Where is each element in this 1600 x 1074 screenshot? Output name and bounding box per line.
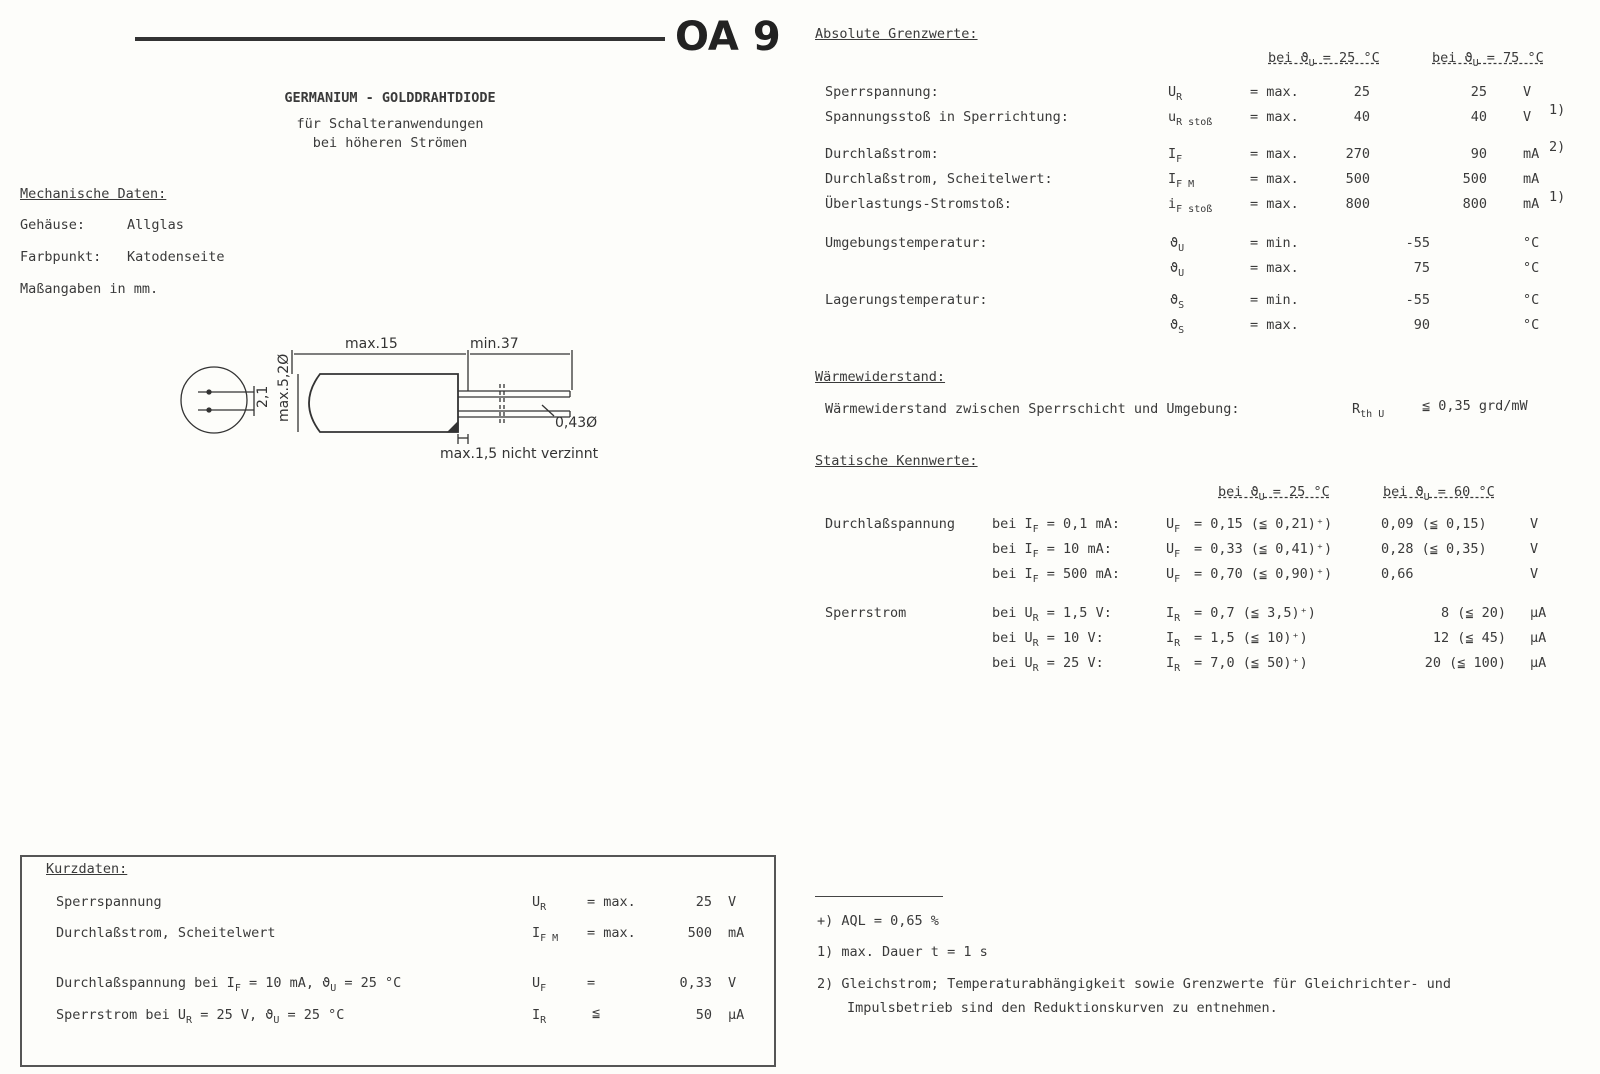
stat-heading: Statische Kennwerte: [815, 453, 978, 469]
stat-f-unit-1: V [1530, 516, 1539, 532]
abs-v2-5: 800 [1462, 196, 1487, 212]
kurz-val-2: 500 [687, 925, 712, 941]
stat-r-cond-1: bei $U_R = 1,5$ V: [992, 605, 1112, 624]
stat-r-unit-1: µA [1530, 605, 1547, 621]
temp-rel-2: = max. [1250, 260, 1299, 276]
waerme-heading: Wärmewiderstand: [815, 369, 946, 385]
footnote-2: 1) max. Dauer t = 1 s [817, 944, 988, 960]
abs-unit-2: V [1523, 109, 1532, 125]
mech-label-dot: Farbpunkt: [20, 249, 102, 265]
stat-r-v2-3: 20 (≦ 100) [1424, 655, 1506, 671]
kurz-unit-4: µA [728, 1007, 745, 1023]
stat-f-cond-1: bei $I_F = 0,1$ mA: [992, 516, 1120, 535]
abs-rel-3: = max. [1250, 146, 1299, 162]
abs-v1-1: 25 [1353, 84, 1370, 100]
waerme-value: ≦ 0,35 grd/mW [1422, 398, 1528, 414]
kurz-rel-4: ≦ [592, 1005, 601, 1021]
abs-v1-4: 500 [1345, 171, 1370, 187]
kurz-rel-2: = max. [587, 925, 636, 941]
abs-v1-3: 270 [1345, 146, 1370, 162]
stat-r-v2-2: 12 (≦ 45) [1432, 630, 1506, 646]
stat-f-v1-1: = 0,15 (≦ 0,21)⁺) [1194, 516, 1333, 532]
mech-value-dot: Katodenseite [127, 249, 225, 265]
abs-unit-4: mA [1523, 171, 1540, 187]
temp-sym-3: $ϑ_S$ [1170, 292, 1185, 311]
subtitle-line-2: für Schalteranwendungen [296, 116, 484, 132]
abs-v1-2: 40 [1353, 109, 1370, 125]
abs-note-3: 2) [1549, 139, 1566, 155]
abs-label-2: Spannungsstoß in Sperrichtung: [825, 109, 1069, 125]
kurz-unit-2: mA [728, 925, 745, 941]
abs-v2-4: 500 [1462, 171, 1487, 187]
stat-f-cond-3: bei $I_F = 500$ mA: [992, 566, 1120, 585]
kurz-label-1: Sperrspannung [56, 894, 162, 910]
waerme-text: Wärmewiderstand zwischen Sperrschicht und Umgebung: [825, 401, 1240, 417]
temp-label-ambient: Umgebungstemperatur: [825, 235, 988, 251]
abs-unit-3: mA [1523, 146, 1540, 162]
kurz-label-4: Sperrstrom bei $U_R = 25$ V, $ϑ_U = 25$ °C [56, 1007, 345, 1026]
temp-sym-2: $ϑ_U$ [1170, 260, 1185, 279]
mech-label-housing: Gehäuse: [20, 217, 86, 233]
mech-value-housing: Allglas [127, 217, 184, 233]
kurz-sym-2: $I_{F M}$ [532, 925, 559, 944]
stat-f-v1-2: = 0,33 (≦ 0,41)⁺) [1194, 541, 1333, 557]
stat-r-v2-1: 8 (≦ 20) [1440, 605, 1506, 621]
stat-f-unit-3: V [1530, 566, 1539, 582]
stat-r-v1-1: = 0,7 (≦ 3,5)⁺) [1194, 605, 1316, 621]
kurz-heading: Kurzdaten: [46, 861, 128, 877]
footnote-3-cont: Impulsbetrieb sind den Reduktionskurven zu entnehmen. [847, 1000, 1278, 1016]
stat-r-cond-3: bei $U_R = 25$ V: [992, 655, 1104, 674]
footnote-1: +) AQL = 0,65 % [817, 913, 939, 929]
abs-unit-1: V [1523, 84, 1532, 100]
kurz-val-4: 50 [695, 1007, 712, 1023]
stat-r-sym-3: $I_R$ [1166, 655, 1181, 674]
subtitle-line-1: GERMANIUM - GOLDDRAHTDIODE [284, 90, 496, 106]
title-rule [135, 37, 665, 41]
abs-rel-1: = max. [1250, 84, 1299, 100]
stat-r-unit-3: µA [1530, 655, 1547, 671]
abs-rel-5: = max. [1250, 196, 1299, 212]
abs-label-3: Durchlaßstrom: [825, 146, 939, 162]
stat-reverse-label: Sperrstrom [825, 605, 907, 621]
kurz-val-1: 25 [695, 894, 712, 910]
abs-sym-3: $I_F$ [1168, 146, 1183, 165]
abs-v2-1: 25 [1470, 84, 1487, 100]
stat-f-cond-2: bei $I_F = 10$ mA: [992, 541, 1112, 560]
dim-body-length: max.15 [345, 336, 398, 352]
temp-sym-4: $ϑ_S$ [1170, 317, 1185, 336]
abs-v2-2: 40 [1470, 109, 1487, 125]
kurz-unit-3: V [728, 975, 737, 991]
stat-col-60: bei $ϑ_U = 60$ °C [1383, 484, 1495, 503]
dim-lead-length: min.37 [470, 336, 519, 352]
stat-f-sym-2: $U_F$ [1166, 541, 1181, 560]
abs-label-1: Sperrspannung: [825, 84, 939, 100]
footnote-rule [815, 896, 943, 897]
abs-sym-1: $U_R$ [1168, 84, 1183, 103]
kurz-label-2: Durchlaßstrom, Scheitelwert [56, 925, 276, 941]
abs-rel-4: = max. [1250, 171, 1299, 187]
glass-body [309, 374, 458, 432]
temp-val-4: 90 [1413, 317, 1430, 333]
temp-unit-4: °C [1523, 317, 1540, 333]
kurz-label-3: Durchlaßspannung bei $I_F = 10$ mA, $ϑ_U = 25$ °C [56, 975, 402, 994]
abs-unit-5: mA [1523, 196, 1540, 212]
temp-rel-4: = max. [1250, 317, 1299, 333]
waerme-sym: $R_{th U}$ [1352, 401, 1385, 420]
abs-col-25: bei $ϑ_U = 25$ °C [1268, 50, 1380, 69]
abs-sym-4: $I_{F M}$ [1168, 171, 1195, 190]
stat-r-v1-2: = 1,5 (≦ 10)⁺) [1194, 630, 1308, 646]
temp-unit-3: °C [1523, 292, 1540, 308]
temp-unit-1: °C [1523, 235, 1540, 251]
abs-label-4: Durchlaßstrom, Scheitelwert: [825, 171, 1053, 187]
temp-unit-2: °C [1523, 260, 1540, 276]
temp-rel-1: = min. [1250, 235, 1299, 251]
stat-r-cond-2: bei $U_R = 10$ V: [992, 630, 1104, 649]
subtitle-line-3: bei höheren Strömen [312, 135, 468, 151]
temp-val-3: -55 [1405, 292, 1430, 308]
temp-val-2: 75 [1413, 260, 1430, 276]
temp-val-1: -55 [1405, 235, 1430, 251]
dim-lead-spacing: 2,1 [255, 385, 271, 408]
stat-forward-label: Durchlaßspannung [825, 516, 956, 532]
abs-label-5: Überlastungs-Stromstoß: [825, 196, 1012, 212]
stat-r-unit-2: µA [1530, 630, 1547, 646]
kurzdaten-box [20, 855, 776, 1067]
temp-sym-1: $ϑ_U$ [1170, 235, 1185, 254]
stat-f-sym-3: $U_F$ [1166, 566, 1181, 585]
kurz-sym-4: $I_R$ [532, 1007, 547, 1026]
abs-sym-2: $u_{R stoß}$ [1168, 109, 1213, 128]
mech-heading: Mechanische Daten: [20, 186, 167, 202]
mech-units-note: Maßangaben in mm. [20, 281, 159, 297]
temp-rel-3: = min. [1250, 292, 1299, 308]
footnote-3: 2) Gleichstrom; Temperaturabhängigkeit sowie Grenzwerte für Gleichrichter- und [817, 976, 1451, 992]
dim-untinned: max.1,5 nicht verzinnt [440, 446, 599, 462]
abs-note-5: 1) [1549, 189, 1566, 205]
kurz-sym-3: $U_F$ [532, 975, 547, 994]
abs-sym-5: $i_{F stoß}$ [1168, 196, 1213, 215]
kurz-rel-1: = max. [587, 894, 636, 910]
stat-col-25: bei $ϑ_U = 25$ °C [1218, 484, 1330, 503]
dim-lead-diameter: 0,43Ø [555, 415, 598, 431]
stat-f-v1-3: = 0,70 (≦ 0,90)⁺) [1194, 566, 1333, 582]
stat-f-unit-2: V [1530, 541, 1539, 557]
kurz-val-3: 0,33 [679, 975, 712, 991]
temp-label-storage: Lagerungstemperatur: [825, 292, 988, 308]
cathode-dot [448, 422, 458, 432]
abs-heading: Absolute Grenzwerte: [815, 26, 978, 42]
dimension-drawing [170, 330, 630, 480]
dim-body-diameter: max.5,2Ø [276, 353, 292, 422]
kurz-sym-1: $U_R$ [532, 894, 547, 913]
stat-f-v2-3: 0,66 [1381, 566, 1414, 582]
stat-r-v1-3: = 7,0 (≦ 50)⁺) [1194, 655, 1308, 671]
abs-rel-2: = max. [1250, 109, 1299, 125]
kurz-rel-3: = [587, 975, 596, 991]
abs-v1-5: 800 [1345, 196, 1370, 212]
stat-f-sym-1: $U_F$ [1166, 516, 1181, 535]
stat-f-v2-2: 0,28 (≦ 0,35) [1381, 541, 1487, 557]
end-view-circle [181, 367, 247, 433]
part-title: OA 9 [675, 14, 781, 60]
abs-note-2: 1) [1549, 102, 1566, 118]
abs-col-75: bei $ϑ_U = 75$ °C [1432, 50, 1544, 69]
kurz-unit-1: V [728, 894, 737, 910]
abs-v2-3: 90 [1470, 146, 1487, 162]
stat-r-sym-2: $I_R$ [1166, 630, 1181, 649]
stat-r-sym-1: $I_R$ [1166, 605, 1181, 624]
stat-f-v2-1: 0,09 (≦ 0,15) [1381, 516, 1487, 532]
